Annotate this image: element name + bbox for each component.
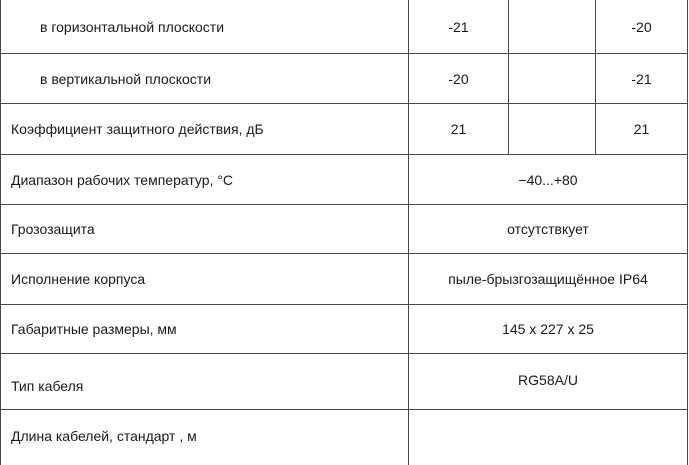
row-label: Длина кабелей, стандарт , м [11, 427, 197, 444]
value-cell [409, 410, 687, 465]
value-cell: -20 [448, 70, 469, 87]
row-label: в горизонтальной плоскости [40, 18, 225, 35]
value-cell: 21 [633, 121, 650, 137]
value-cell [509, 54, 595, 103]
value-cell: 145 х 227 х 25 [502, 321, 594, 337]
row-label: Грозозащита [11, 221, 95, 237]
value-cell [509, 104, 595, 154]
value-cell: -20 [631, 18, 652, 35]
value-cell: отсутствкует [507, 221, 589, 237]
value-cell: −40...+80 [518, 171, 578, 188]
row-label: Исполнение корпуса [11, 271, 146, 287]
value-cell: -21 [631, 70, 652, 87]
value-cell [509, 0, 595, 53]
row-label: Тип кабеля [11, 377, 84, 394]
value-cell: 21 [450, 121, 467, 137]
row-label: в вертикальной плоскости [40, 70, 212, 87]
value-cell: пыле-брызгозащищённое IP64 [448, 271, 648, 287]
value-cell: -21 [448, 18, 469, 35]
row-label: Габаритные размеры, мм [11, 321, 177, 337]
row-label: Коэффициент защитного действия, дБ [11, 121, 264, 137]
value-cell: RG58A/U [518, 371, 578, 388]
table-border-left [0, 0, 1, 465]
row-label: Диапазон рабочих температур, °С [11, 171, 234, 188]
table-border-right [687, 0, 688, 465]
